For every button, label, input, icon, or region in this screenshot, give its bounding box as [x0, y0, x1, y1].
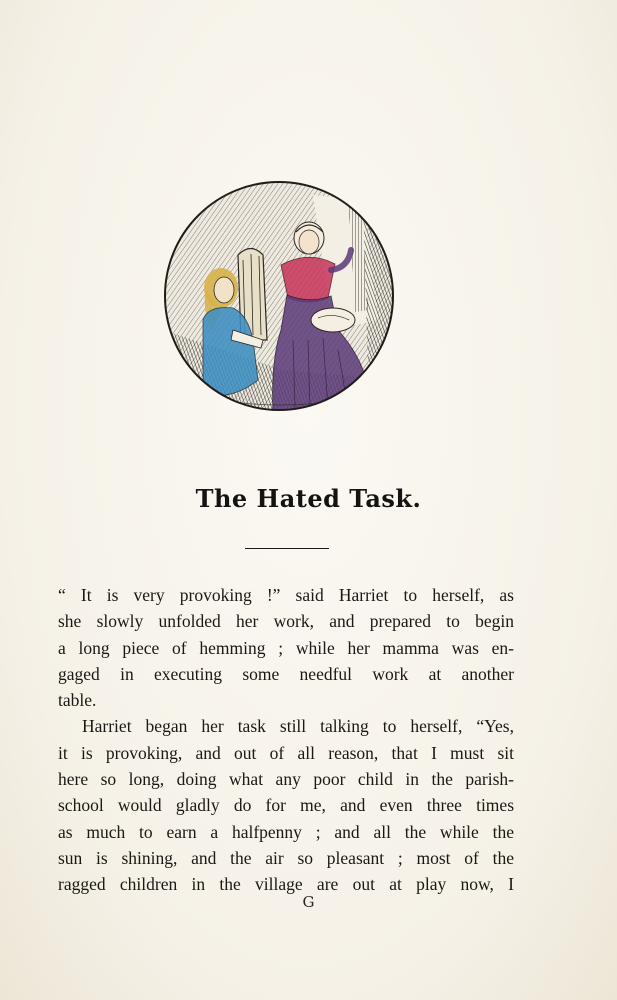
paragraph [58, 713, 514, 897]
text-line: “ It is very provoking !” said Harriet to herself, as [58, 585, 514, 605]
text-line: she slowly unfolded her work, and prepared to begin [58, 611, 514, 632]
text-line: here so long, doing what any poor child in the parish- [58, 769, 514, 790]
text-line: table. [58, 690, 97, 711]
text-line: school would gladly do for me, and even three times [58, 795, 514, 816]
text-line: it is provoking, and out of all reason, that I must sit [58, 742, 514, 763]
text-line: gaged in executing some needful work at another [58, 663, 514, 684]
text-line: sun is shining, and the air so pleasant ; most of the [58, 847, 514, 868]
signature-mark: G [302, 893, 315, 911]
text-line: ragged children in the village are out at play now, I [58, 874, 514, 895]
title-rule [245, 548, 329, 549]
paragraph [58, 582, 514, 713]
text-line: as much to earn a halfpenny ; and all the while the [58, 821, 514, 842]
body-text [58, 582, 514, 898]
vignette-mother-daughter-sewing-icon [163, 180, 395, 412]
vignette-illustration [163, 180, 395, 412]
chapter-title: The Hated Task. [195, 484, 422, 513]
text-line: Harriet began her task still talking to herself, “Yes, [82, 716, 514, 737]
text-line: a long piece of hemming ; while her mamma was en- [58, 637, 514, 658]
